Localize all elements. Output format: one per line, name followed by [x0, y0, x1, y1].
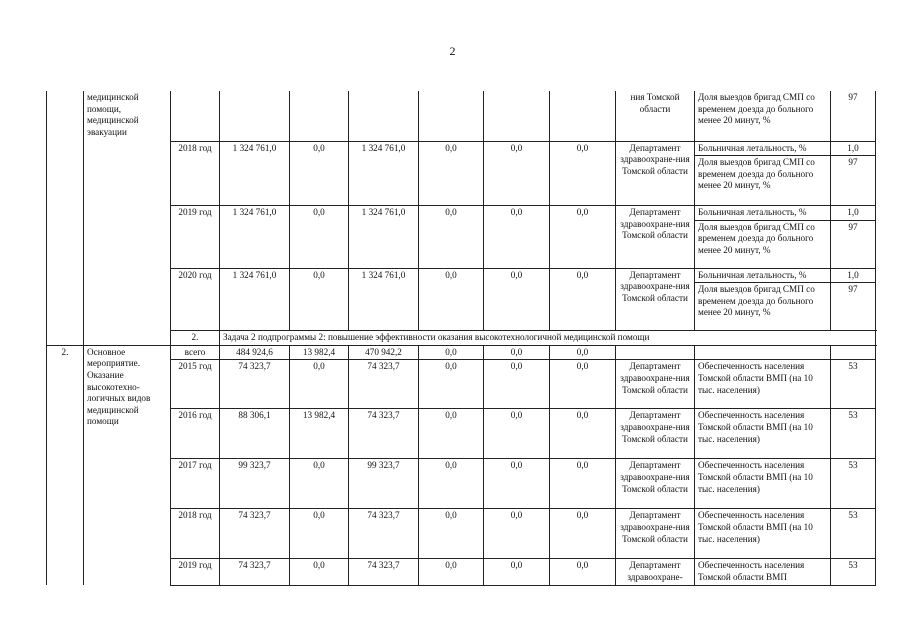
amount-total: 484 924,6: [220, 345, 290, 360]
amount-other: 0,0: [550, 206, 616, 269]
department-cell: Департамент здравоохране-ния Томской области: [616, 268, 695, 331]
table-row: [47, 459, 876, 509]
task-title: Задача 2 подпрограммы 2: повышение эффективности оказания высокотехнологичной медицинской помощи: [220, 331, 876, 346]
department-cell: Департамент здравоохране-ния Томской области: [616, 459, 695, 509]
amount-other: 0,0: [550, 360, 616, 409]
table-row: [47, 345, 876, 360]
amount-regional: 74 323,7: [349, 559, 419, 585]
year-cell: 2018 год: [171, 509, 220, 559]
table-row: [47, 559, 876, 585]
department-cell: ния Томской области: [616, 91, 695, 141]
indicator-cell: Доля выездов бригад СМП со временем доезда до больного менее 20 минут, %: [695, 283, 831, 331]
amount-total: 74 323,7: [220, 509, 290, 559]
amount-other: 0,0: [550, 409, 616, 459]
year-cell: всего: [171, 345, 220, 360]
amount-regional: 74 323,7: [349, 360, 419, 409]
amount-local: 0,0: [419, 206, 484, 269]
amount-local: 0,0: [419, 345, 484, 360]
amount-local: 0,0: [419, 559, 484, 585]
department-cell: Департамент здравоохране-: [616, 559, 695, 585]
amount-other: 0,0: [550, 459, 616, 509]
department-cell: Департамент здравоохране-ния Томской области: [616, 409, 695, 459]
amount-federal: 0,0: [290, 360, 349, 409]
year-cell: 2020 год: [171, 268, 220, 331]
amount-extra: 0,0: [484, 360, 550, 409]
amount-extra: 0,0: [484, 268, 550, 331]
indicator-value: 53: [831, 360, 876, 409]
department-cell: Департамент здравоохране-ния Томской области: [616, 360, 695, 409]
task-row: [47, 331, 876, 346]
table-row: [47, 509, 876, 559]
amount-other: 0,0: [550, 268, 616, 331]
indicator-value: 53: [831, 509, 876, 559]
indicator-cell: Больничная летальность, %: [695, 206, 831, 221]
amount-local: 0,0: [419, 360, 484, 409]
amount-local: 0,0: [419, 459, 484, 509]
indicator-cell: Обеспеченность населения Томской области ВМП (на 10 тыс. населения): [695, 509, 831, 559]
indicator-cell: Обеспеченность населения Томской области ВМП (на 10 тыс. населения): [695, 459, 831, 509]
amount-total: 1 324 761,0: [220, 141, 290, 206]
amount-total: 1 324 761,0: [220, 268, 290, 331]
amount-federal: 13 982,4: [290, 345, 349, 360]
indicator-cell: Обеспеченность населения Томской области ВМП: [695, 559, 831, 585]
year-cell: 2016 год: [171, 409, 220, 459]
amount-total: 74 323,7: [220, 360, 290, 409]
indicator-value: 53: [831, 559, 876, 585]
table-row: [47, 409, 876, 459]
event-name: Основное мероприятие. Оказание высокотехно-логичных видов медицинской помощи: [84, 345, 171, 585]
amount-regional: 99 323,7: [349, 459, 419, 509]
indicator-value: 97: [831, 91, 876, 141]
event-number: 2.: [47, 345, 84, 585]
table-row: [47, 360, 876, 409]
task-number: 2.: [171, 331, 220, 346]
amount-extra: 0,0: [484, 559, 550, 585]
amount-federal: 0,0: [290, 559, 349, 585]
amount-local: 0,0: [419, 268, 484, 331]
amount-regional: 74 323,7: [349, 409, 419, 459]
amount-extra: 0,0: [484, 141, 550, 206]
table-row: [47, 141, 876, 156]
amount-extra: 0,0: [484, 459, 550, 509]
amount-regional: 74 323,7: [349, 509, 419, 559]
indicator-value: 53: [831, 409, 876, 459]
amount-federal: 13 982,4: [290, 409, 349, 459]
amount-local: 0,0: [419, 141, 484, 206]
amount-federal: 0,0: [290, 268, 349, 331]
amount-federal: 0,0: [290, 509, 349, 559]
year-cell: 2019 год: [171, 559, 220, 585]
page-number: 2: [449, 44, 456, 58]
amount-local: 0,0: [419, 509, 484, 559]
amount-other: 0,0: [550, 345, 616, 360]
indicator-value: 97: [831, 156, 876, 206]
indicator-value: 97: [831, 283, 876, 331]
amount-total: 1 324 761,0: [220, 206, 290, 269]
indicator-value: 53: [831, 459, 876, 509]
indicator-cell: Больничная летальность, %: [695, 268, 831, 283]
indicator-cell: Доля выездов бригад СМП со временем доезда до больного менее 20 минут, %: [695, 91, 831, 141]
department-cell: Департамент здравоохране-ния Томской области: [616, 509, 695, 559]
indicator-cell: Обеспеченность населения Томской области ВМП (на 10 тыс. населения): [695, 360, 831, 409]
department-cell: Департамент здравоохране-ния Томской области: [616, 206, 695, 269]
amount-regional: 1 324 761,0: [349, 141, 419, 206]
indicator-value: 1,0: [831, 206, 876, 221]
table-row: [47, 268, 876, 283]
amount-extra: 0,0: [484, 409, 550, 459]
table-row: [47, 206, 876, 221]
amount-regional: 470 942,2: [349, 345, 419, 360]
amount-regional: 1 324 761,0: [349, 268, 419, 331]
indicator-value: 1,0: [831, 268, 876, 283]
amount-federal: 0,0: [290, 141, 349, 206]
amount-federal: 0,0: [290, 206, 349, 269]
event-name-continued: медицинской помощи, медицинской эвакуации: [84, 91, 171, 345]
amount-federal: 0,0: [290, 459, 349, 509]
table-row: [47, 91, 876, 141]
amount-extra: 0,0: [484, 206, 550, 269]
indicator-value: 1,0: [831, 141, 876, 156]
indicator-cell: Больничная летальность, %: [695, 141, 831, 156]
department-cell: Департамент здравоохране-ния Томской области: [616, 141, 695, 206]
year-cell: 2017 год: [171, 459, 220, 509]
amount-other: 0,0: [550, 141, 616, 206]
amount-total: 88 306,1: [220, 409, 290, 459]
amount-other: 0,0: [550, 559, 616, 585]
indicator-value: 97: [831, 220, 876, 268]
amount-total: 74 323,7: [220, 559, 290, 585]
indicator-cell: Доля выездов бригад СМП со временем доезда до больного менее 20 минут, %: [695, 220, 831, 268]
amount-total: 99 323,7: [220, 459, 290, 509]
program-table: [46, 91, 876, 586]
amount-extra: 0,0: [484, 509, 550, 559]
year-cell: 2018 год: [171, 141, 220, 206]
indicator-cell: Доля выездов бригад СМП со временем доезда до больного менее 20 минут, %: [695, 156, 831, 206]
amount-extra: 0,0: [484, 345, 550, 360]
amount-regional: 1 324 761,0: [349, 206, 419, 269]
amount-local: 0,0: [419, 409, 484, 459]
year-cell: 2015 год: [171, 360, 220, 409]
amount-other: 0,0: [550, 509, 616, 559]
year-cell: 2019 год: [171, 206, 220, 269]
indicator-cell: Обеспеченность населения Томской области ВМП (на 10 тыс. населения): [695, 409, 831, 459]
